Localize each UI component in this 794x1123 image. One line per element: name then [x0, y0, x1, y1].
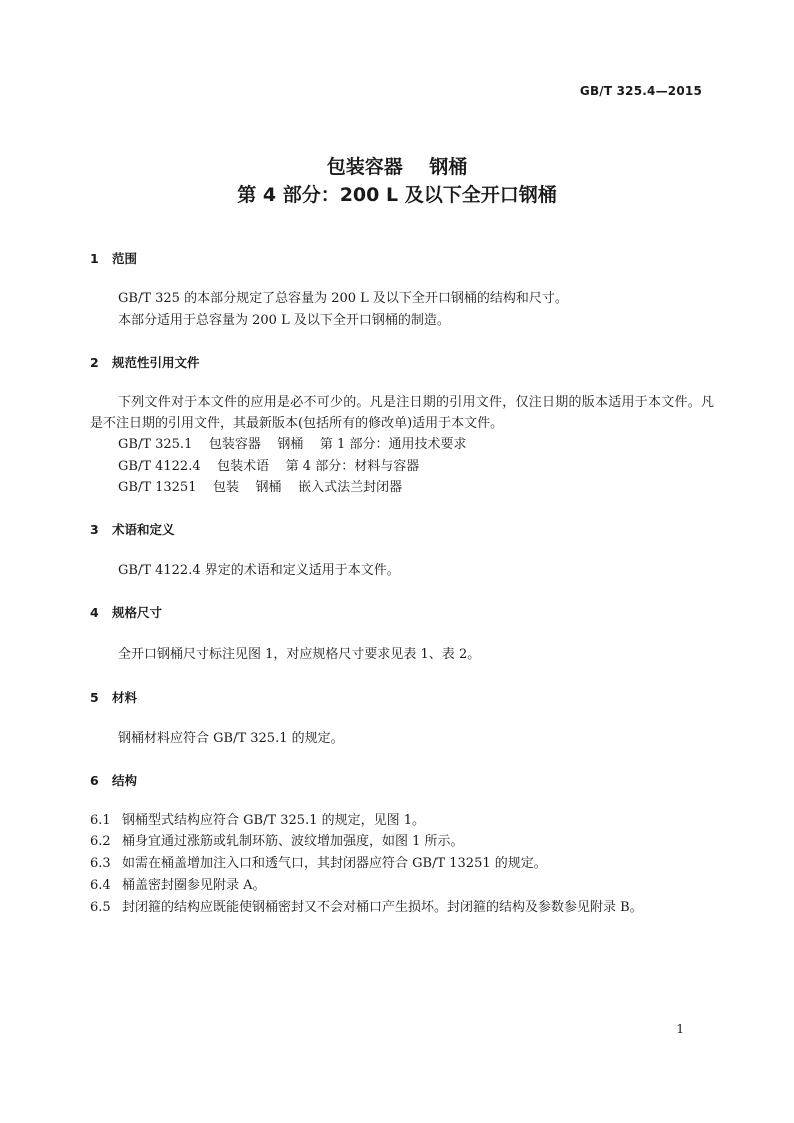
clause-6-3 — [90, 853, 547, 874]
section-title: 规范性引用文件 — [112, 355, 200, 370]
clause-number: 6.3 — [90, 856, 111, 871]
clause-6-2 — [90, 831, 464, 852]
document-subtitle: 第 4 部分：200 L 及以下全开口钢桶 — [237, 184, 557, 206]
section-heading-normative-references — [90, 353, 200, 371]
section-number: 4 — [90, 605, 99, 620]
section-heading-dimensions — [90, 603, 162, 621]
section-title: 范围 — [112, 251, 138, 266]
paragraph: 全开口钢桶尺寸标注见图 1，对应规格尺寸要求见表 1、表 2。 — [118, 647, 481, 662]
clause-number: 6.1 — [90, 813, 111, 828]
clause-text: 如需在桶盖增加注入口和透气口，其封闭器应符合 GB/T 13251 的规定。 — [122, 856, 547, 871]
section-heading-structure — [90, 771, 137, 789]
reference-item: GB/T 13251 包装 钢桶 嵌入式法兰封闭器 — [118, 480, 403, 495]
clause-6-1 — [90, 810, 425, 831]
clause-number: 6.5 — [90, 900, 111, 915]
section-number: 3 — [90, 522, 99, 537]
clause-text: 桶身宜通过涨筋或轧制环筋、波纹增加强度，如图 1 所示。 — [122, 834, 464, 849]
section-number: 6 — [90, 773, 99, 788]
reference-item: GB/T 325.1 包装容器 钢桶 第 1 部分：通用技术要求 — [118, 437, 467, 452]
page-number: 1 — [676, 1022, 684, 1036]
section-title: 规格尺寸 — [112, 605, 163, 620]
clause-6-4 — [90, 875, 266, 896]
section-heading-materials — [90, 688, 137, 706]
section-title: 材料 — [112, 690, 138, 705]
standard-number: GB/T 325.4—2015 — [579, 84, 702, 98]
paragraph: 本部分适用于总容量为 200 L 及以下全开口钢桶的制造。 — [118, 313, 450, 328]
section-heading-scope — [90, 249, 137, 267]
clause-number: 6.2 — [90, 834, 111, 849]
section-title: 结构 — [112, 773, 138, 788]
reference-item: GB/T 4122.4 包装术语 第 4 部分：材料与容器 — [118, 459, 420, 474]
paragraph: GB/T 4122.4 界定的术语和定义适用于本文件。 — [118, 563, 400, 578]
clause-text: 钢桶型式结构应符合 GB/T 325.1 的规定，见图 1。 — [122, 813, 426, 828]
clause-number: 6.4 — [90, 878, 111, 893]
clause-text: 桶盖密封圈参见附录 A。 — [122, 878, 266, 893]
section-number: 1 — [90, 251, 99, 266]
section-title: 术语和定义 — [112, 522, 175, 537]
paragraph: 下列文件对于本文件的应用是必不可少的。凡是注日期的引用文件，仅注日期的版本适用于本文件。凡是不注日期的引用文件，其最新版本(包括所有的修改单)适用于本文件。 — [90, 395, 714, 431]
section-number: 5 — [90, 690, 99, 705]
clause-text: 封闭箍的结构应既能使钢桶密封又不会对桶口产生损坏。封闭箍的结构及参数参见附录 B。 — [122, 900, 643, 915]
paragraph: 钢桶材料应符合 GB/T 325.1 的规定。 — [118, 731, 344, 746]
section-heading-terms — [90, 520, 175, 538]
paragraph: GB/T 325 的本部分规定了总容量为 200 L 及以下全开口钢桶的结构和尺寸。 — [118, 291, 568, 306]
section-number: 2 — [90, 355, 99, 370]
document-title: 包装容器 钢桶 — [326, 156, 468, 178]
clause-6-5 — [90, 897, 643, 918]
